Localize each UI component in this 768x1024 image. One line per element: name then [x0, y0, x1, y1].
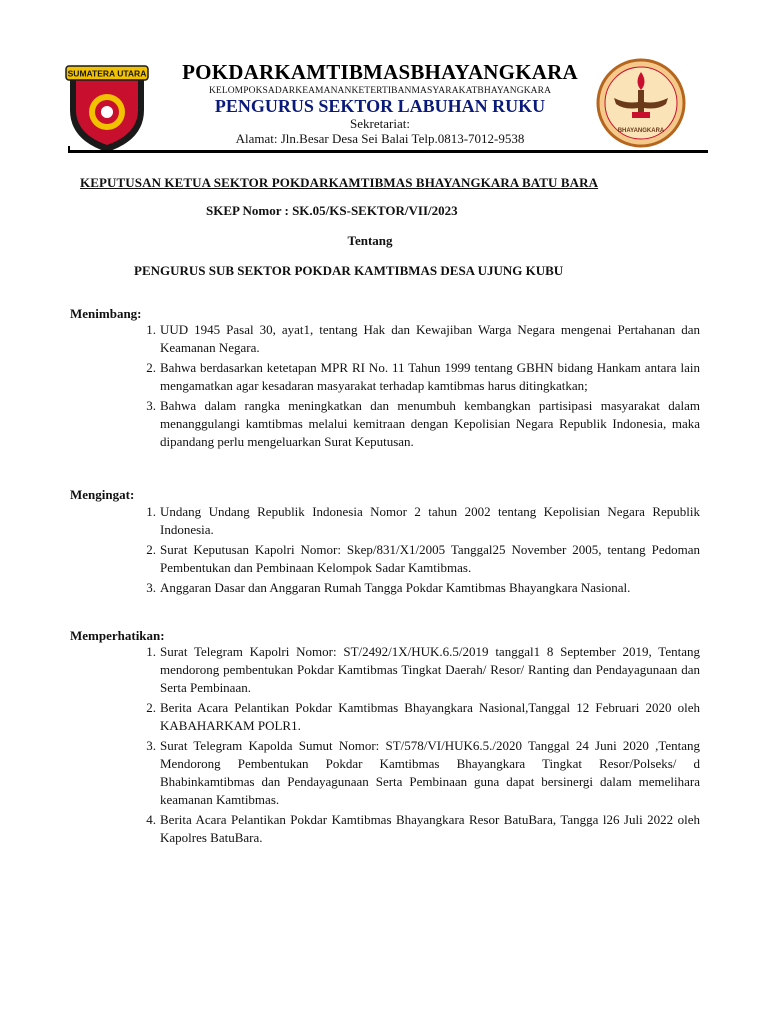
tentang-heading [0, 233, 768, 249]
item-number: 3. [146, 580, 156, 595]
item-text: UUD 1945 Pasal 30, ayat1, tentang Hak dan Kewajiban Warga Negara mengenai Pertahanan dan Keamanan Negara. [160, 322, 700, 355]
item-text: Surat Keputusan Kapolri Nomor: Skep/831/X1/2005 Tanggal25 November 2005, tentang Pedoman Pembentukan dan Pembinaan Kelompok Sadar Kamtibmas. [160, 542, 700, 575]
sector-name: PENGURUS SEKTOR LABUHAN RUKU [214, 96, 546, 116]
document-subject: PENGURUS SUB SEKTOR POKDAR KAMTIBMAS DESA UJUNG KUBU [134, 263, 564, 278]
skep-number: SKEP Nomor : SK.05/KS-SEKTOR/VII/2023 [206, 203, 458, 218]
item-text: Anggaran Dasar dan Anggaran Rumah Tangga Pokdar Kamtibmas Bhayangkara Nasional. [160, 580, 631, 595]
item-text: Surat Telegram Kapolda Sumut Nomor: ST/578/VI/HUK6.5./2020 Tanggal 24 Juni 2020 ,Tentang Mendorong Pembentukan Pokdar Kamtibmas Bhayangkara Tingkat Resor/Polseks/ d Bhabinkamtibmas dan Pendayagunaan Serta Pembinaan guna dapat bersinergi dalam memelihara keamanan Kamtibmas. [160, 738, 700, 807]
item-number: 4. [146, 812, 156, 827]
list-item [70, 811, 700, 847]
letterhead [0, 0, 768, 160]
memperhatikan-list [70, 643, 700, 849]
item-number: 2. [146, 360, 156, 375]
item-number: 2. [146, 700, 156, 715]
item-number: 3. [146, 738, 156, 753]
mengingat-list [70, 503, 700, 599]
item-number: 1. [146, 504, 156, 519]
list-item [70, 397, 700, 451]
list-item [70, 579, 700, 597]
item-number: 2. [146, 542, 156, 557]
list-item [70, 503, 700, 539]
memperhatikan-label: Memperhatikan: [70, 628, 165, 643]
item-number: 1. [146, 322, 156, 337]
tentang-text: Tentang [347, 233, 393, 248]
item-text: Surat Telegram Kapolri Nomor: ST/2492/1X/HUK.6.5/2019 tanggal1 8 September 2019, Tentang mendorong pembentukan Pokdar Kamtibmas Tingkat Daerah/ Resor/ Ranting dan Pendayagunaan dan Serta Pembinaan. [160, 644, 700, 695]
list-item [70, 541, 700, 577]
list-item [70, 699, 700, 735]
menimbang-label: Menimbang: [70, 306, 142, 321]
secretariat-label: Sekretariat: [350, 116, 410, 131]
item-text: Bahwa berdasarkan ketetapan MPR RI No. 11 Tahun 1999 tentang GBHN bidang Hankam antara lain mengamatkan agar kesadaran masyarakat terhadap kamtibmas harus ditingkatkan; [160, 360, 700, 393]
polda-sumut-logo [64, 60, 150, 154]
right-logo-text: BHAYANGKARA [617, 128, 665, 134]
address: Alamat: Jln.Besar Desa Sei Balai Telp.0813-7012-9538 [235, 131, 525, 146]
item-text: Berita Acara Pelantikan Pokdar Kamtibmas Bhayangkara Nasional,Tanggal 12 Februari 2020 oleh KABAHARKAM POLR1. [160, 700, 700, 733]
org-subtitle: KELOMPOKSADARKEAMANANKETERTIBANMASYARAKATBHAYANGKARA [208, 86, 552, 96]
org-title: POKDARKAMTIBMASBHAYANGKARA [182, 60, 578, 84]
item-text: Bahwa dalam rangka meningkatkan dan menumbuh kembangkan partisipasi masyarakat dalam menanggulangi kamtibmas melalui kemitraan dengan Kepolisian Negara Republik Indonesia, maka dipandang perlu mengeluarkan Surat Keputusan. [160, 398, 700, 449]
list-item [70, 737, 700, 809]
item-text: Berita Acara Pelantikan Pokdar Kamtibmas Bhayangkara Resor BatuBara, Tangga l26 Juli 2022 oleh Kapolres BatuBara. [160, 812, 700, 845]
list-item [70, 643, 700, 697]
left-logo-text: SUMATERA UTARA [67, 68, 147, 79]
bhayangkara-logo [596, 58, 686, 148]
list-item [70, 359, 700, 395]
document-title: KEPUTUSAN KETUA SEKTOR POKDARKAMTIBMAS BHAYANGKARA BATU BARA [80, 175, 599, 190]
mengingat-label: Mengingat: [70, 487, 135, 502]
menimbang-list [70, 321, 700, 453]
item-number: 3. [146, 398, 156, 413]
item-number: 1. [146, 644, 156, 659]
item-text: Undang Undang Republik Indonesia Nomor 2 tahun 2002 tentang Kepolisian Negara Republik Indonesia. [160, 504, 700, 537]
header-rule [68, 150, 708, 153]
list-item [70, 321, 700, 357]
